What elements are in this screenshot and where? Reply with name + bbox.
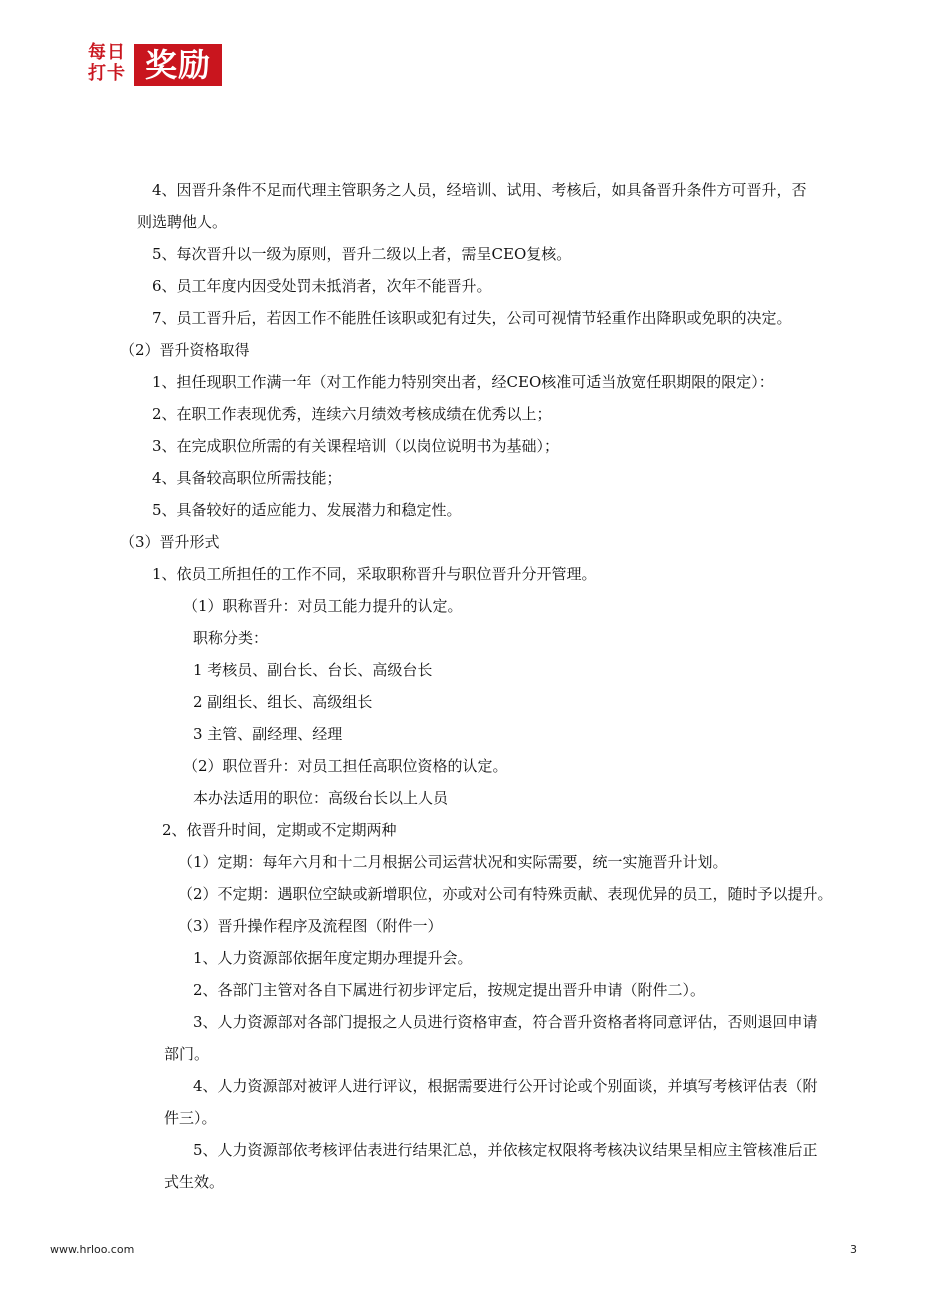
paragraph-line: 1、担任现职工作满一年（对工作能力特别突出者，经CEO核准可适当放宽任职期限的限定）： <box>152 373 774 391</box>
paragraph-line: （1）职称晋升：对员工能力提升的认定。 <box>183 597 463 615</box>
paragraph-line: 2、依晋升时间，定期或不定期两种 <box>162 821 397 839</box>
paragraph-line: 1 考核员、副台长、台长、高级台长 <box>193 661 433 679</box>
paragraph-line: （2）不定期：遇职位空缺或新增职位，亦或对公司有特殊贡献、表现优异的员工，随时予以提升。 <box>178 885 833 903</box>
paragraph-line: 4、具备较高职位所需技能； <box>152 469 342 487</box>
paragraph-line: 职称分类： <box>193 629 269 647</box>
section-heading: （3）晋升形式 <box>120 533 220 551</box>
paragraph-line: 5、具备较好的适应能力、发展潜力和稳定性。 <box>152 501 462 519</box>
paragraph-line: 2、在职工作表现优秀，连续六月绩效考核成绩在优秀以上； <box>152 405 552 423</box>
paragraph-line: 7、员工晋升后，若因工作不能胜任该职或犯有过失，公司可视情节轻重作出降职或免职的决定。 <box>152 309 792 327</box>
logo-text-block <box>88 42 134 84</box>
paragraph-line: 6、员工年度内因受处罚未抵消者，次年不能晋升。 <box>152 277 492 295</box>
paragraph-line: 件三）。 <box>164 1109 217 1127</box>
paragraph-line: （1）定期：每年六月和十二月根据公司运营状况和实际需要，统一实施晋升计划。 <box>178 853 728 871</box>
paragraph-line: 2 副组长、组长、高级组长 <box>193 693 373 711</box>
footer-website: www.hrloo.com <box>50 1243 135 1256</box>
section-heading: （2）晋升资格取得 <box>120 341 250 359</box>
paragraph-line: 4、人力资源部对被评人进行评议，根据需要进行公开讨论或个别面谈，并填写考核评估表（附 <box>193 1077 818 1095</box>
logo-highlight: 奖励 <box>134 44 222 86</box>
logo-line-2: 打卡 <box>88 63 126 84</box>
paragraph-line: 3、人力资源部对各部门提报之人员进行资格审查，符合晋升资格者将同意评估，否则退回申请 <box>193 1013 818 1031</box>
paragraph-line: 1、人力资源部依据年度定期办理提升会。 <box>193 949 473 967</box>
paragraph-line: 2、各部门主管对各自下属进行初步评定后，按规定提出晋升申请（附件二）。 <box>193 981 706 999</box>
paragraph-line: 3、在完成职位所需的有关课程培训（以岗位说明书为基础）； <box>152 437 560 455</box>
paragraph-line: 1、依员工所担任的工作不同，采取职称晋升与职位晋升分开管理。 <box>152 565 597 583</box>
paragraph-line: 4、因晋升条件不足而代理主管职务之人员，经培训、试用、考核后，如具备晋升条件方可晋升，否 <box>152 181 807 199</box>
logo-line-1: 每日 <box>88 42 126 63</box>
brand-logo <box>88 42 224 88</box>
paragraph-line: 本办法适用的职位：高级台长以上人员 <box>193 789 449 807</box>
paragraph-line: 式生效。 <box>164 1173 225 1191</box>
paragraph-line: 5、每次晋升以一级为原则，晋升二级以上者，需呈CEO复核。 <box>152 245 572 263</box>
paragraph-line: （3）晋升操作程序及流程图（附件一） <box>178 917 443 935</box>
paragraph-line: 5、人力资源部依考核评估表进行结果汇总，并依核定权限将考核决议结果呈相应主管核准后正 <box>193 1141 818 1159</box>
page-number: 3 <box>850 1243 857 1256</box>
paragraph-line: 则选聘他人。 <box>137 213 228 231</box>
paragraph-line: 部门。 <box>164 1045 210 1063</box>
paragraph-line: 3 主管、副经理、经理 <box>193 725 343 743</box>
paragraph-line: （2）职位晋升：对员工担任高职位资格的认定。 <box>183 757 508 775</box>
